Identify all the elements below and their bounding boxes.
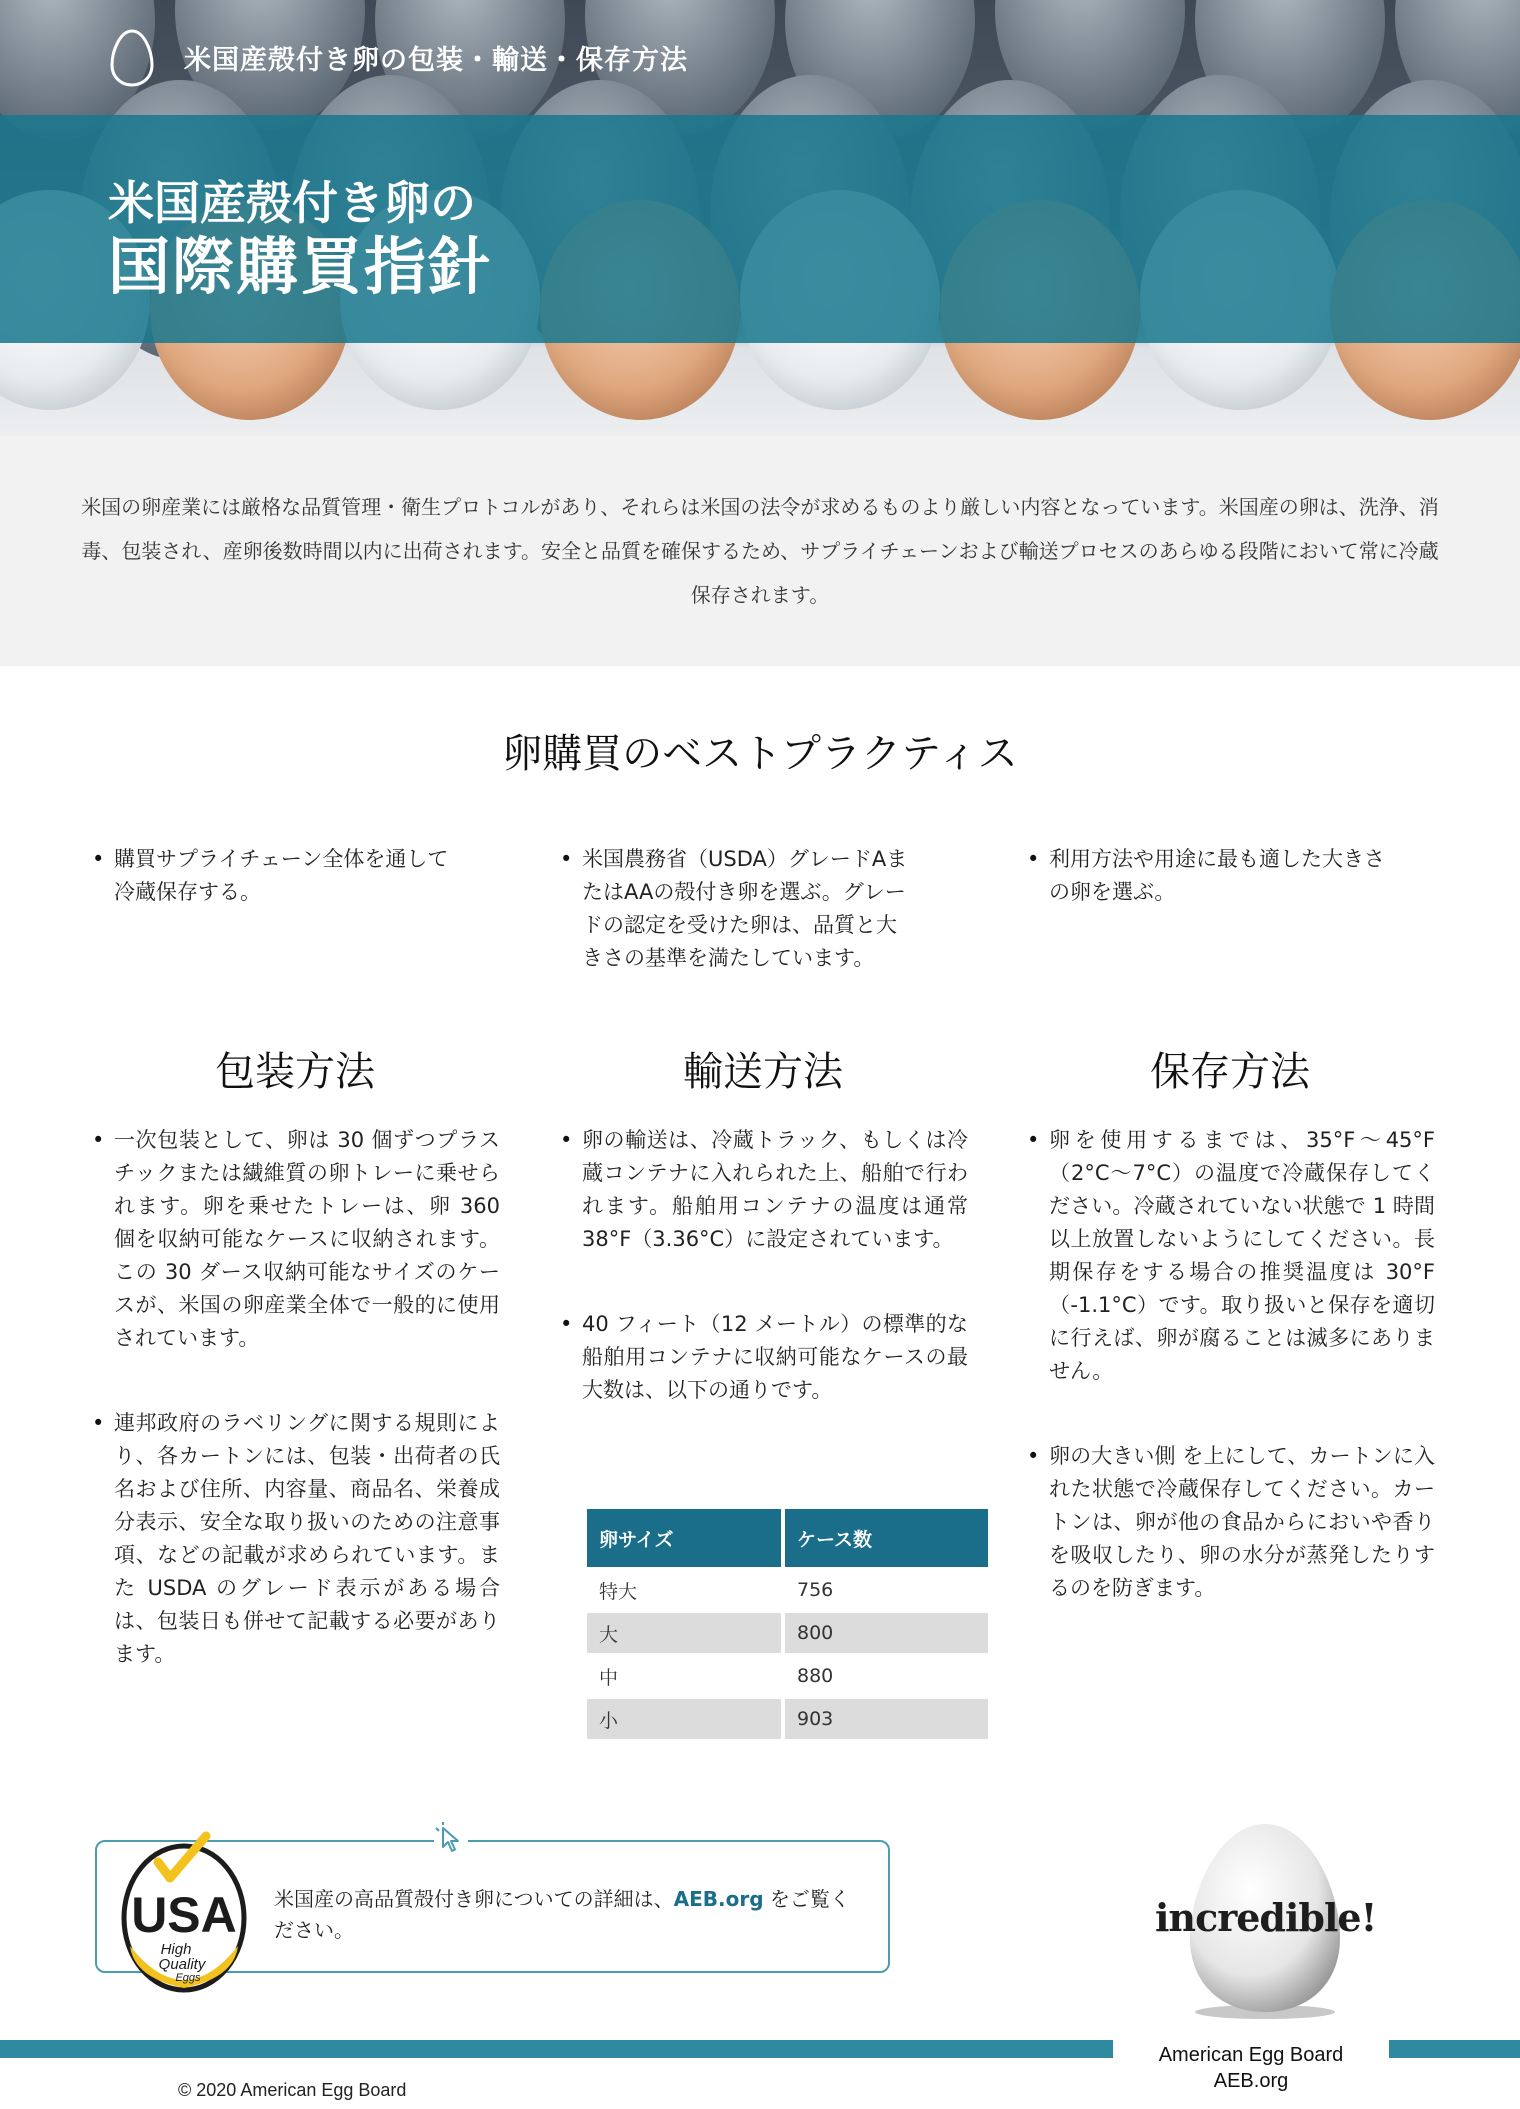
shipping-item: • 40 フィート（12 メートル）の標準的な船舶用コンテナに収納可能なケースの最大数は、以下の通りです。 <box>558 1308 968 1407</box>
packaging-heading: 包装方法 <box>215 1049 375 1095</box>
best-practices-heading: 卵購買のベストプラクティス <box>502 731 1018 777</box>
aeb-link[interactable]: AEB.org <box>673 1887 764 1911</box>
info-text-after: をご覧ください。 <box>274 1887 850 1942</box>
packaging-item: • 連邦政府のラベリングに関する規則により、各カートンには、包装・出荷者の氏名および住所、内容量、商品名、栄養成分表示、安全な取り扱いのための注意事項、などの記載が求められています。また USDA のグレード表示がある場合は、包装日も併せて記載する必要があります。 <box>90 1407 500 1671</box>
page-title-line2: 国際購買指針 <box>108 230 493 304</box>
aeb-block <box>1113 2042 1389 2094</box>
top-bar <box>0 0 1520 115</box>
incredible-wordmark: incredible! <box>1155 1895 1377 1940</box>
badge-usa-text: USA <box>131 1887 237 1943</box>
badge-high-text: High <box>160 1941 192 1958</box>
packaging-item: • 一次包装として、卵は 30 個ずつプラスチックまたは繊維質の卵トレーに乗せられます。卵を乗せたトレーは、卵 360 個を収納可能なケースに収納されます。この 30 ダース収納可能なサイズのケースが、米国の卵産業全体で一般的に使用されています。 <box>90 1124 500 1355</box>
copyright-text: © 2020 American Egg Board <box>178 2080 407 2100</box>
usa-high-quality-eggs-badge <box>118 1818 250 1994</box>
table-cell-cases: 880 <box>797 1665 834 1687</box>
storage-heading: 保存方法 <box>1150 1049 1310 1095</box>
top-bar-title: 米国産殻付き卵の包装・輸送・保存方法 <box>184 45 688 76</box>
storage-item: • 卵を使用するまでは、35°F～45°F（2°C～7°C）の温度で冷蔵保存してください。冷蔵されていない状態で 1 時間以上放置しないようにしてください。長期保存をする場合の推奨温度は 30°F（-1.1°C）です。取り扱いと保存を適切に行えば、卵が腐ることは滅多にありません。 <box>1025 1124 1435 1388</box>
table-header-egg-size: 卵サイズ <box>587 1509 785 1567</box>
best-practice-item: • 購買サプライチェーン全体を通して冷蔵保存する。 <box>90 843 460 909</box>
page-title-line1: 米国産殻付き卵の <box>108 176 476 230</box>
best-practice-col-2 <box>558 843 908 975</box>
table-cell-cases: 800 <box>785 1613 988 1653</box>
intro-text: 米国の卵産業には厳格な品質管理・衛生プロトコルがあり、それらは米国の法令が求めるものより厳しい内容となっています。米国産の卵は、洗浄、消毒、包装され、産卵後数時間以内に出荷されます。安全と品質を確保するため、サプライチェーンおよび輸送プロセスのあらゆる段階において常に冷蔵保存されます。 <box>81 495 1439 607</box>
best-practice-item: • 米国農務省（USDA）グレードAまたはAAの殻付き卵を選ぶ。グレードの認定を受けた卵は、品質と大きさの基準を満たしています。 <box>558 843 908 975</box>
table-cell-size: 大 <box>587 1613 785 1653</box>
table-cell-size: 小 <box>587 1699 785 1739</box>
badge-eggs-text: Eggs <box>175 1972 201 1984</box>
table-row <box>587 1656 988 1696</box>
shipping-section <box>558 1124 968 1407</box>
aeb-name: American Egg Board <box>1158 2044 1344 2066</box>
table-header-case-count: ケース数 <box>785 1509 988 1567</box>
table-row <box>587 1570 988 1610</box>
hero-banner <box>0 0 1520 436</box>
shipping-item: • 卵の輸送は、冷蔵トラック、もしくは冷蔵コンテナに入れられた上、船舶で行われます。船舶用コンテナの温度は通常 38°F（3.36°C）に設定されています。 <box>558 1124 968 1256</box>
container-case-table <box>587 1506 988 1742</box>
footer-bar-left <box>0 2040 1113 2058</box>
table-cell-cases: 756 <box>797 1579 834 1601</box>
info-callout-text <box>274 1884 864 1946</box>
table-header-row <box>587 1509 988 1567</box>
page-title <box>108 176 492 303</box>
storage-item: • 卵の大きい側 を上にして、カートンに入れた状態で冷蔵保存してください。カートンは、卵が他の食品からにおいや香りを吸収したり、卵の水分が蒸発したりするのを防ぎます。 <box>1025 1440 1435 1605</box>
packaging-section <box>90 1124 500 1671</box>
footer-bar-right <box>1389 2040 1520 2058</box>
table-row <box>587 1613 988 1653</box>
badge-quality-text: Quality <box>158 1956 206 1973</box>
cursor-pointer-icon <box>434 1822 468 1856</box>
table-cell-size: 特大 <box>587 1570 785 1610</box>
egg-outline-icon <box>110 29 154 87</box>
intro-section <box>0 436 1520 666</box>
table-cell-size: 中 <box>587 1656 785 1696</box>
info-text-before: 米国産の高品質殻付き卵についての詳細は、 <box>274 1887 674 1911</box>
best-practice-col-1 <box>90 843 460 909</box>
storage-section <box>1025 1124 1435 1605</box>
shipping-heading: 輸送方法 <box>683 1049 843 1095</box>
best-practice-item: • 利用方法や用途に最も適した大きさの卵を選ぶ。 <box>1025 843 1385 909</box>
table-cell-cases: 903 <box>785 1699 988 1739</box>
best-practice-col-3 <box>1025 843 1385 909</box>
aeb-site-link[interactable]: AEB.org <box>1213 2070 1289 2092</box>
table-row <box>587 1699 988 1739</box>
